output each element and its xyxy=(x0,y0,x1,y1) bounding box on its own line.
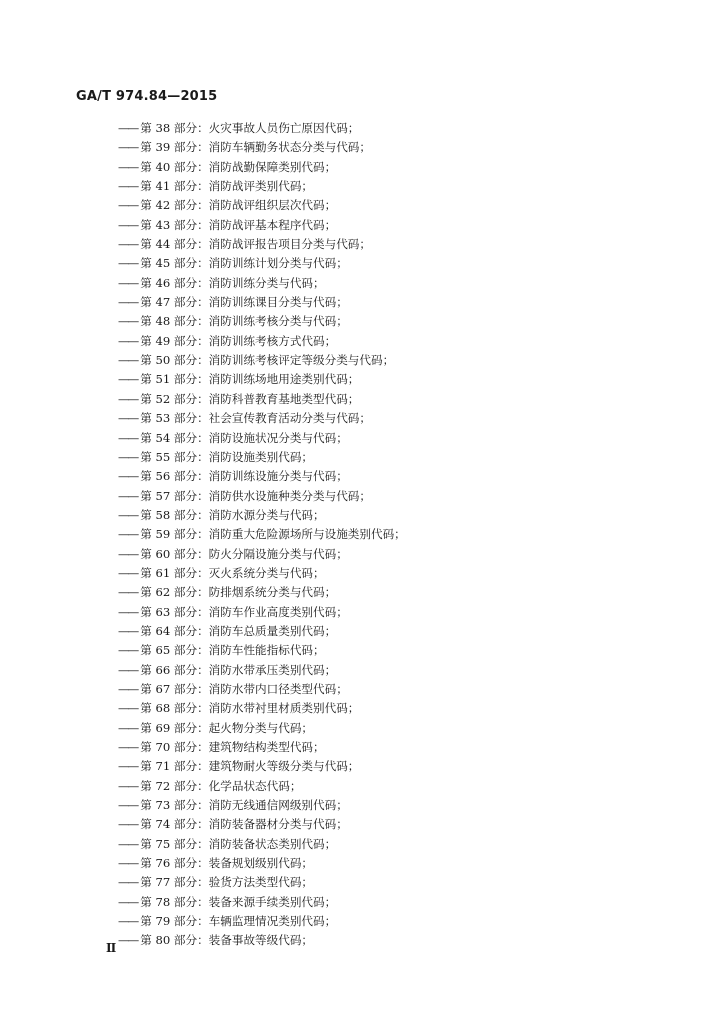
list-item-dash: —— xyxy=(118,353,138,368)
list-item-dash: —— xyxy=(118,256,138,271)
list-item-text: 第 73 部分：消防无线通信网级别代码； xyxy=(140,798,348,813)
list-item-text: 第 70 部分：建筑物结构类型代码； xyxy=(140,740,325,754)
list-item-text: 第 72 部分：化学品状态代码； xyxy=(140,778,302,793)
list-item-text: 第 79 部分：车辆监理情况类别代码； xyxy=(140,914,337,929)
list-item-text: 第 78 部分：装备来源手续类别代码； xyxy=(140,894,337,909)
list-item-dash: —— xyxy=(118,740,138,754)
list-item-dash: —— xyxy=(118,778,138,793)
list-item-dash: —— xyxy=(118,798,138,813)
list-item-dash: —— xyxy=(118,372,138,387)
list-item-text: 第 75 部分：消防装备状态类别代码； xyxy=(140,836,337,851)
standard-code-header: GA/T 974.84—2015 xyxy=(76,89,218,104)
list-item-text: 第 42 部分：消防战评组织层次代码； xyxy=(140,198,337,213)
list-item-text: 第 65 部分：消防车性能指标代码； xyxy=(140,643,325,658)
list-item-dash: —— xyxy=(118,121,138,135)
list-item-text: 第 59 部分：消防重大危险源场所与设施类别代码； xyxy=(140,527,406,542)
list-item xyxy=(118,274,678,293)
list-item xyxy=(118,757,678,776)
list-item-dash: —— xyxy=(118,914,138,929)
list-item-text: 第 51 部分：消防训练场地用途类别代码； xyxy=(140,372,360,387)
list-item xyxy=(118,525,678,544)
list-item-dash: —— xyxy=(118,295,138,310)
list-item xyxy=(118,641,678,660)
list-item xyxy=(118,912,678,931)
list-item-text: 第 63 部分：消防车作业高度类别代码； xyxy=(140,604,348,619)
list-item-text: 第 54 部分：消防设施状况分类与代码； xyxy=(140,430,348,445)
list-item-text: 第 74 部分：消防装备器材分类与代码； xyxy=(140,817,348,832)
list-item xyxy=(118,506,678,525)
list-item xyxy=(118,351,678,370)
list-item xyxy=(118,545,678,564)
list-item-text: 第 38 部分：火灾事故人员伤亡原因代码； xyxy=(140,121,360,135)
list-item-dash: —— xyxy=(118,875,138,890)
list-item xyxy=(118,815,678,834)
list-item-dash: —— xyxy=(118,681,138,696)
list-item-text: 第 53 部分：社会宣传教育活动分类与代码； xyxy=(140,411,371,426)
list-item xyxy=(118,564,678,583)
list-item xyxy=(118,293,678,312)
list-item-text: 第 62 部分：防排烟系统分类与代码； xyxy=(140,585,337,600)
list-item-dash: —— xyxy=(118,140,138,155)
list-item-dash: —— xyxy=(118,720,138,735)
list-item-text: 第 55 部分：消防设施类别代码； xyxy=(140,449,314,464)
list-item-text: 第 43 部分：消防战评基本程序代码； xyxy=(140,217,337,232)
list-item-text: 第 48 部分：消防训练考核分类与代码； xyxy=(140,314,348,329)
list-item xyxy=(118,738,678,757)
list-item-text: 第 57 部分：消防供水设施种类分类与代码； xyxy=(140,488,371,503)
list-item xyxy=(118,622,678,641)
list-item-text: 第 67 部分：消防水带内口径类型代码； xyxy=(140,681,348,696)
list-item-text: 第 47 部分：消防训练课目分类与代码； xyxy=(140,295,348,310)
list-item-dash: —— xyxy=(118,662,138,677)
list-item xyxy=(118,158,678,177)
list-item-dash: —— xyxy=(118,759,138,774)
list-item xyxy=(118,370,678,389)
list-item-dash: —— xyxy=(118,430,138,445)
list-item xyxy=(118,680,678,699)
list-item-text: 第 64 部分：消防车总质量类别代码； xyxy=(140,623,337,638)
list-item-dash: —— xyxy=(118,314,138,329)
page-number: II xyxy=(106,941,116,955)
list-item xyxy=(118,854,678,873)
list-item xyxy=(118,603,678,622)
list-item-dash: —— xyxy=(118,623,138,638)
list-item-text: 第 71 部分：建筑物耐火等级分类与代码； xyxy=(140,759,360,774)
list-item-text: 第 41 部分：消防战评类别代码； xyxy=(140,179,314,194)
list-item xyxy=(118,699,678,718)
list-item xyxy=(118,835,678,854)
list-item-text: 第 76 部分：装备规划级别代码； xyxy=(140,856,314,871)
list-item-text: 第 44 部分：消防战评报告项目分类与代码； xyxy=(140,237,371,252)
list-item-text: 第 49 部分：消防训练考核方式代码； xyxy=(140,333,337,348)
list-item xyxy=(118,216,678,235)
list-item xyxy=(118,719,678,738)
list-item-dash: —— xyxy=(118,391,138,406)
list-item-text: 第 45 部分：消防训练计划分类与代码； xyxy=(140,256,348,271)
list-item-dash: —— xyxy=(118,565,138,580)
list-item-text: 第 40 部分：消防战勤保障类别代码； xyxy=(140,159,337,174)
list-item-text: 第 58 部分：消防水源分类与代码； xyxy=(140,507,325,522)
list-item-dash: —— xyxy=(118,894,138,909)
list-item-dash: —— xyxy=(118,701,138,716)
list-item-text: 第 60 部分：防火分隔设施分类与代码； xyxy=(140,546,348,561)
list-item-text: 第 39 部分：消防车辆勤务状态分类与代码； xyxy=(140,140,371,155)
list-item xyxy=(118,777,678,796)
parts-list xyxy=(118,119,678,951)
list-item xyxy=(118,138,678,157)
list-item-text: 第 69 部分：起火物分类与代码； xyxy=(140,720,314,735)
list-item xyxy=(118,931,678,950)
list-item-dash: —— xyxy=(118,817,138,832)
list-item-dash: —— xyxy=(118,411,138,426)
list-item-dash: —— xyxy=(118,585,138,600)
list-item-dash: —— xyxy=(118,237,138,252)
list-item-dash: —— xyxy=(118,933,138,948)
list-item-dash: —— xyxy=(118,275,138,290)
list-item-dash: —— xyxy=(118,527,138,542)
list-item-text: 第 68 部分：消防水带衬里材质类别代码； xyxy=(140,701,360,716)
list-item xyxy=(118,796,678,815)
list-item xyxy=(118,661,678,680)
list-item xyxy=(118,873,678,892)
list-item xyxy=(118,235,678,254)
list-item-dash: —— xyxy=(118,836,138,851)
list-item xyxy=(118,583,678,602)
list-item-dash: —— xyxy=(118,179,138,194)
list-item-dash: —— xyxy=(118,469,138,484)
list-item-text: 第 52 部分：消防科普教育基地类型代码； xyxy=(140,391,360,406)
list-item-dash: —— xyxy=(118,159,138,174)
list-item xyxy=(118,429,678,448)
list-item-text: 第 61 部分：灭火系统分类与代码； xyxy=(140,565,325,580)
list-item xyxy=(118,467,678,486)
list-item-dash: —— xyxy=(118,856,138,871)
list-item-dash: —— xyxy=(118,604,138,619)
list-item xyxy=(118,332,678,351)
list-item-dash: —— xyxy=(118,333,138,348)
list-item-text: 第 50 部分：消防训练考核评定等级分类与代码； xyxy=(140,353,395,368)
list-item-text: 第 80 部分：装备事故等级代码； xyxy=(140,933,314,948)
list-item xyxy=(118,487,678,506)
list-item xyxy=(118,312,678,331)
list-item-text: 第 77 部分：验货方法类型代码； xyxy=(140,875,314,890)
list-item xyxy=(118,448,678,467)
list-item-dash: —— xyxy=(118,488,138,503)
list-item xyxy=(118,196,678,215)
list-item-text: 第 46 部分：消防训练分类与代码； xyxy=(140,275,325,290)
list-item-dash: —— xyxy=(118,198,138,213)
list-item-dash: —— xyxy=(118,217,138,232)
list-item-text: 第 56 部分：消防训练设施分类与代码； xyxy=(140,469,348,484)
list-item xyxy=(118,893,678,912)
list-item-dash: —— xyxy=(118,546,138,561)
list-item xyxy=(118,177,678,196)
list-item-dash: —— xyxy=(118,643,138,658)
list-item xyxy=(118,409,678,428)
list-item xyxy=(118,254,678,273)
list-item xyxy=(118,390,678,409)
list-item-dash: —— xyxy=(118,507,138,522)
list-item-text: 第 66 部分：消防水带承压类别代码； xyxy=(140,662,337,677)
list-item-dash: —— xyxy=(118,449,138,464)
list-item xyxy=(118,119,678,138)
